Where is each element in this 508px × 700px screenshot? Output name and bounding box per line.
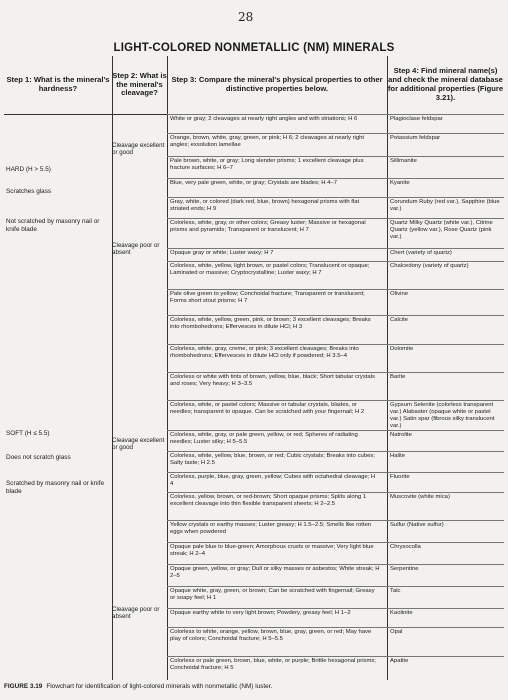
table-row: [167, 608, 504, 628]
figure-label: FIGURE 3.19: [4, 683, 43, 690]
header-step4: Step 4: Find mineral name(s) and check the mineral database for additional properties (Figure 3.21).: [387, 66, 504, 102]
table-row: [167, 430, 504, 452]
row-mineral: Olivine: [390, 291, 409, 297]
row-mineral: Sillimanite: [390, 158, 417, 164]
header-step2: Step 2: What is the mineral's cleavage?: [112, 70, 167, 98]
table-row: [167, 586, 504, 609]
row-properties: Colorless to white, orange, yellow, brown, blue, gray, green, or red; May have play of colors; Conchoidal fracture; H 5–5.5: [170, 629, 372, 642]
row-mineral: Kyanite: [390, 180, 410, 186]
row-properties: Blue, very pale green, white, or gray; Crystals are blades; H 4–7: [170, 180, 337, 186]
row-mineral: Halite: [390, 453, 406, 459]
table-row: [167, 492, 504, 521]
row-properties: Colorless, white, gray, or other colors; Greasy luster; Massive or hexagonal prisms and pyramids; Transparent or translucent; H 7: [170, 220, 366, 233]
header-step3: Step 3: Compare the mineral's physical properties to other distinctive properties below.: [171, 75, 383, 93]
table-row: [167, 248, 504, 262]
page-number: 28: [238, 10, 254, 24]
cleavage-label: Cleavage poor or absent: [112, 606, 160, 621]
table-row: [167, 542, 504, 565]
row-properties: Colorless or pale green, brown, blue, white, or purple; Brittle hexagonal prisms; Conchoidal fracture; H 5: [170, 658, 376, 671]
cleavage-label: Cleavage excellent or good: [112, 437, 165, 452]
row-mineral: Muscovite (white mica): [390, 494, 450, 500]
row-mineral: Dolomite: [390, 346, 414, 352]
table-row: [167, 178, 504, 198]
table-row: [167, 400, 504, 431]
table-row: [167, 451, 504, 473]
page-title: LIGHT-COLORED NONMETALLIC (NM) MINERALS: [113, 42, 395, 54]
scratched-label: Scratched by masonry nail or knife blade: [6, 480, 105, 495]
row-properties: Colorless, purple, blue, gray, green, yellow; Cubes with octahedral cleavage; H 4: [170, 474, 376, 487]
figure-caption-text: Flowchart for identification of light-colored minerals with nonmetallic (NM) luster.: [46, 683, 273, 690]
table-row: [167, 564, 504, 587]
row-mineral: Chrysocolla: [390, 544, 421, 550]
table-row: [167, 156, 504, 179]
header-step1: Step 1: What is the mineral's hardness?: [6, 75, 110, 93]
no-scratch-glass-label: Does not scratch glass: [6, 454, 71, 461]
row-mineral: Barite: [390, 374, 406, 380]
row-properties: Colorless, white, yellow, blue, brown, or red; Cubic crystals; Breaks into cubes; Salty taste; H 2.5: [170, 453, 375, 466]
row-mineral: Gypsum Selenite (colorless transparent var.) Alabaster (opaque white or pastel var.) Satin spar (fibrous silky translucent var.): [390, 402, 495, 429]
row-properties: Pale olive green to yellow; Conchoidal fracture; Transparent or translucent; Forms short stout prisms; H 7: [170, 291, 365, 304]
row-mineral: Apatite: [390, 658, 409, 664]
row-properties: White or gray; 2 cleavages at nearly right angles and with striations; H 6: [170, 116, 358, 122]
row-properties: Colorless, white, gray, or pale green, yellow, or red; Spheres of radiating needles; Luster silky; H 5–5.5: [170, 432, 358, 445]
flowchart-table: [4, 56, 504, 680]
row-properties: Colorless, white, yellow, light brown, or pastel colors; Translucent or opaque; Laminated or massive; Cryptocrystalline; Luster waxy; H 7: [170, 263, 370, 276]
row-properties: Colorless, yellow, brown, or red-brown; Short opaque prisms; Splits along 1 excellent cleavage into thin flexible transparent sheets; H 2–2.5: [170, 494, 367, 507]
row-properties: Opaque white, gray, green, or brown; Can be scratched with fingernail; Greasy or soapy feel; H 1: [170, 588, 375, 601]
row-mineral: Opal: [390, 629, 403, 635]
table-row: [167, 114, 504, 134]
table-row: [167, 372, 504, 401]
row-mineral: Chert (variety of quartz): [390, 250, 452, 256]
table-row: [167, 627, 504, 657]
row-mineral: Sulfur (Native sulfur): [390, 522, 444, 528]
row-mineral: Kaolinite: [390, 610, 413, 616]
cleavage-label: Cleavage excellent or good: [112, 142, 165, 157]
row-mineral: Quartz Milky Quartz (white var.), Citrine Quartz (yellow var.), Rose Quartz (pink var.): [390, 220, 493, 240]
row-mineral: Potassium feldspar: [390, 135, 441, 141]
row-properties: Yellow crystals or earthy masses; Luster greasy; H 1.5–2.5; Smells like rotten eggs when powdered: [170, 522, 372, 535]
row-properties: Opaque gray or white; Luster waxy; H 7: [170, 250, 274, 256]
hardness-soft-label: SOFT (H ≤ 5.5): [6, 430, 50, 437]
table-row: [167, 218, 504, 249]
row-properties: Opaque pale blue to blue-green; Amorphous crusts or massive; Very light blue streak; H 2–4: [170, 544, 374, 557]
row-mineral: Natrolite: [390, 432, 412, 438]
table-row: [167, 344, 504, 373]
table-row: [167, 289, 504, 316]
table-row: [167, 133, 504, 157]
row-properties: Colorless, white, gray, creme, or pink; 3 excellent cleavages; Breaks into rhombohedrons; Effervesces in dilute HCl only if powdered; H 3.5–4: [170, 346, 359, 359]
table-row: [167, 656, 504, 681]
row-properties: Orange, brown, white, gray, green, or pink; H 6; 2 cleavages at nearly right angles; exsolution lamellae: [170, 135, 365, 148]
row-mineral: Plagioclase feldspar: [390, 116, 443, 122]
table-row: [167, 315, 504, 345]
scratches-glass-label: Scratches glass: [6, 188, 52, 195]
row-mineral: Fluorite: [390, 474, 410, 480]
figure-caption: [4, 683, 272, 690]
not-scratched-label: Not scratched by masonry nail or knife blade: [6, 218, 100, 233]
table-row: [167, 197, 504, 219]
hardness-hard-label: HARD (H > 5.5): [6, 166, 51, 173]
row-mineral: Calcite: [390, 317, 409, 323]
row-properties: Opaque green, yellow, or gray; Dull or silky masses or asbestos; White streak; H 2–5: [170, 566, 380, 579]
row-properties: Opaque earthy white to very light brown; Powdery, greasy feel; H 1–2: [170, 610, 351, 616]
row-mineral: Chalcedony (variety of quartz): [390, 263, 469, 269]
row-properties: Pale brown, white, or gray; Long slender prisms; 1 excellent cleavage plus fracture surfaces; H 6–7: [170, 158, 364, 171]
table-row: [167, 472, 504, 493]
row-properties: Colorless, white, or pastel colors; Massive or tabular crystals, blades, or needles; transparent to opaque. Can be scratched with your fingernail; H 2: [170, 402, 365, 415]
cleavage-label: Cleavage poor or absent: [112, 242, 160, 257]
row-properties: Colorless or white with tints of brown, yellow, blue, black; Short tabular crystals and roses; Very heavy; H 3–3.5: [170, 374, 375, 387]
row-properties: Colorless, white, yellow, green, pink, or brown; 3 excellent cleavages; Breaks into rhombohedrons; Effervesces in dilute HCl; H 3: [170, 317, 371, 330]
row-properties: Gray, white, or colored (dark red, blue, brown) hexagonal prisms with flat striated ends; H 9: [170, 199, 360, 212]
row-mineral: Serpentine: [390, 566, 419, 572]
row-mineral: Corundum Ruby (red var.), Sapphire (blue var.): [390, 199, 500, 212]
table-row: [167, 520, 504, 543]
table-row: [167, 261, 504, 290]
row-mineral: Talc: [390, 588, 401, 594]
